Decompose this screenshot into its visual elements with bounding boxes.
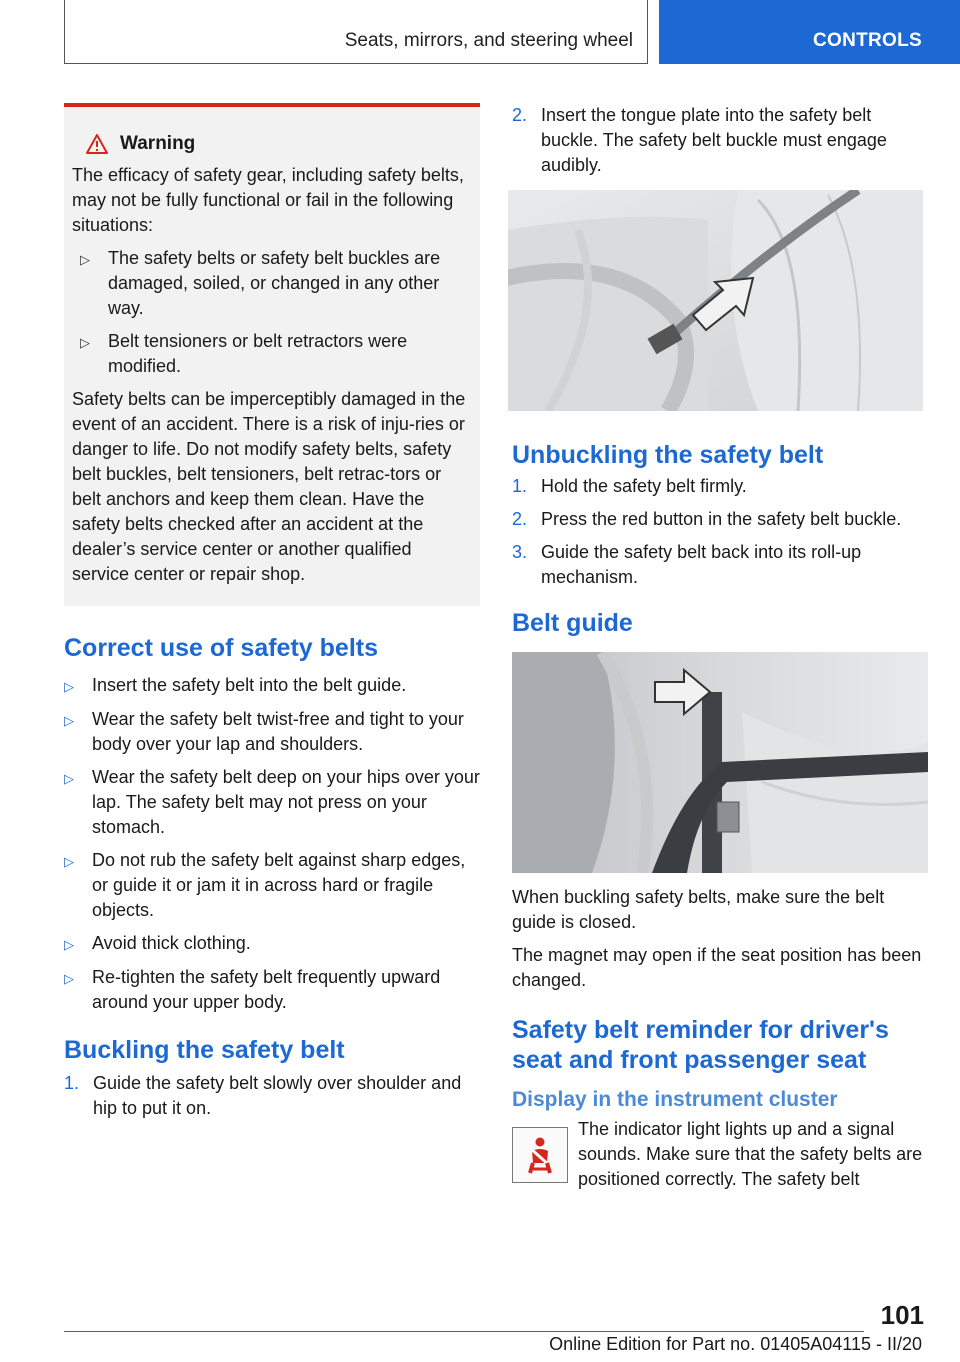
warning-title: Warning: [120, 133, 196, 154]
buckle-photo: [508, 190, 923, 411]
buckle-illustration: [508, 190, 923, 411]
page-number: 101: [880, 1300, 924, 1330]
triangle-bullet-icon: ▷: [64, 713, 74, 728]
list-item: ▷ Wear the safety belt deep on your hips over your lap. The safety belt may not press on your stomach.: [64, 765, 480, 840]
step-item: 1. Guide the safety belt slowly over shoulder and hip to put it on.: [64, 1073, 462, 1118]
belt-guide-text-1: When buckling safety belts, make sure the belt guide is closed.: [512, 887, 885, 932]
step-item: 2. Press the red button in the safety belt buckle.: [512, 509, 902, 529]
warning-heading: [72, 133, 472, 155]
list-item: ▷ Insert the safety belt into the belt guide.: [64, 673, 480, 699]
triangle-bullet-icon: ▷: [64, 771, 74, 786]
belt-guide-photo: [512, 652, 928, 873]
indicator-text: The indicator light lights up and a signal sounds. Make sure that the safety belts are positioned correctly. The safety belt: [578, 1119, 923, 1189]
controls-tab[interactable]: [659, 0, 960, 64]
right-column: [512, 103, 928, 1200]
correct-use-list: [64, 673, 480, 1015]
warning-body: Safety belts can be imperceptibly damaged in the event of an accident. There is a risk of inju-ries or danger to life. Do not modify safety belts, safety belt buckles, belt tensioners, belt retrac-tors or belt anchors and keep them clean. Have the safety belts checked after an accident at the dealer’s service center or another qualified service center or repair shop.: [72, 389, 466, 584]
triangle-bullet-icon: ▷: [64, 679, 74, 694]
warning-intro: The efficacy of safety gear, including safety belts, may not be fully functional or fail in the following situations:: [72, 165, 464, 235]
instrument-cluster-subheading: Display in the instrument cluster: [512, 1088, 838, 1111]
indicator-section: [512, 1117, 928, 1200]
left-column: [64, 103, 480, 1129]
controls-tab-label: CONTROLS: [813, 30, 923, 51]
seatbelt-indicator-icon: [512, 1127, 568, 1183]
buckling-heading: Buckling the safety belt: [64, 1036, 345, 1064]
step-item: 2. Insert the tongue plate into the safety belt buckle. The safety belt buckle must engage audibly.: [512, 105, 887, 175]
belt-guide-illustration: [512, 652, 928, 873]
footer-edition: Online Edition for Part no. 01405A04115 - II/20: [549, 1334, 922, 1354]
triangle-bullet-icon: ▷: [80, 252, 90, 267]
list-item: ▷ Do not rub the safety belt against sharp edges, or guide it or jam it in across hard or fragile objects.: [64, 848, 480, 923]
list-item: ▷ Belt tensioners or belt retractors were modified.: [72, 329, 472, 379]
step-item: 1. Hold the safety belt firmly.: [512, 476, 747, 496]
triangle-bullet-icon: ▷: [64, 971, 74, 986]
warning-box: [64, 103, 480, 606]
header-box: [64, 0, 648, 64]
list-item: ▷ Wear the safety belt twist-free and tight to your body over your lap and shoulders.: [64, 707, 480, 757]
triangle-bullet-icon: ▷: [64, 854, 74, 869]
section-title: Seats, mirrors, and steering wheel: [344, 30, 633, 51]
reminder-heading: Safety belt reminder for driver's seat and front passenger seat: [512, 1016, 889, 1074]
belt-guide-heading: Belt guide: [512, 609, 633, 637]
step-item: 3. Guide the safety belt back into its roll-up mechanism.: [512, 542, 862, 587]
list-item: ▷ Avoid thick clothing.: [64, 931, 480, 957]
triangle-bullet-icon: ▷: [64, 937, 74, 952]
footer-rule: [64, 1331, 864, 1332]
list-item: ▷ The safety belts or safety belt buckles are damaged, soiled, or changed in any other way.: [72, 246, 472, 321]
list-item: ▷ Re-tighten the safety belt frequently upward around your upper body.: [64, 965, 480, 1015]
correct-use-heading: Correct use of safety belts: [64, 634, 378, 662]
triangle-bullet-icon: ▷: [80, 335, 90, 350]
belt-guide-text-2: The magnet may open if the seat position has been changed.: [512, 945, 922, 990]
unbuckling-heading: Unbuckling the safety belt: [512, 441, 824, 469]
warning-triangle-icon: [86, 134, 108, 154]
